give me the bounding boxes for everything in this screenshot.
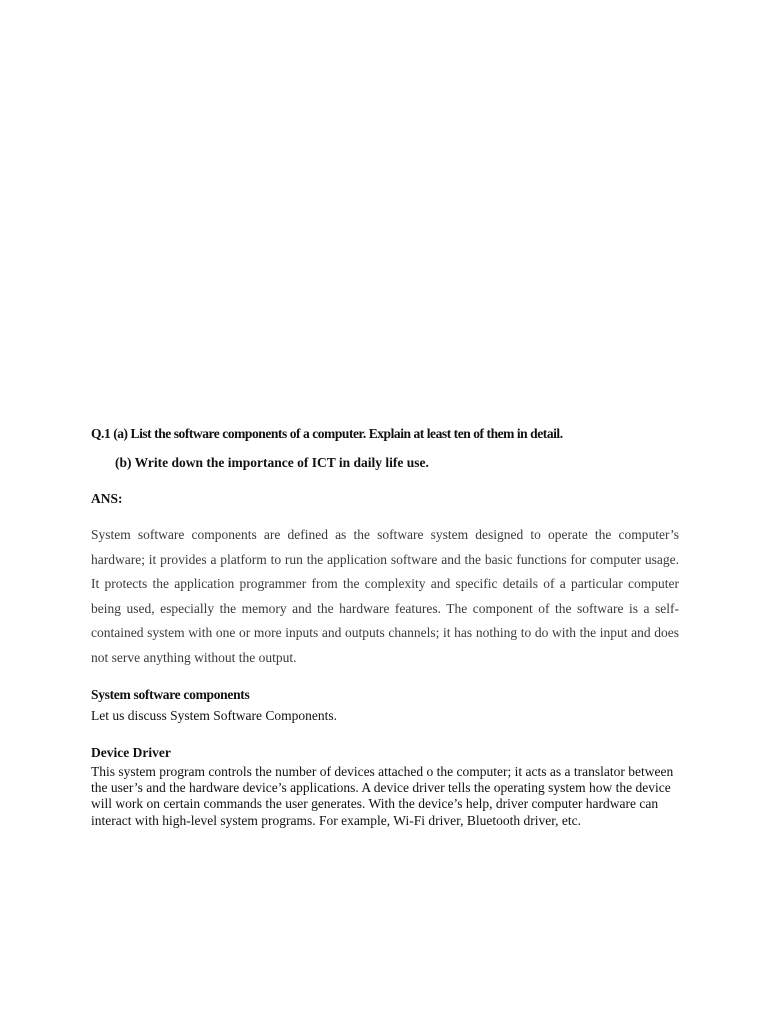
question-b: (b) Write down the importance of ICT in daily life use.: [115, 455, 429, 470]
device-driver-heading: Device Driver: [91, 744, 171, 760]
device-driver-text: This system program controls the number of devices attached o the computer; it acts as a translator between the user’s and the hardware device’s applications. A device driver tells the operating system how the device will work on certain commands the user generates. With the device’s help, driver computer hardware can interact with high-level system programs. For example, Wi-Fi driver, Bluetooth driver, etc.: [91, 763, 674, 828]
answer-label: ANS:: [91, 491, 123, 506]
intro-paragraph: System software components are defined as the software system designed to operate the computer’s hardware; it provides a platform to run the application software and the basic functions for computer usage. It protects the application programmer from the complexity and specific details of a particular computer being used, especially the memory and the hardware features. The component of the software is a self-contained system with one or more inputs and outputs channels; it has nothing to do with the input and does not serve anything without the output.: [91, 527, 679, 665]
document-content: [91, 424, 679, 829]
question-a: Q.1 (a) List the software components of a computer. Explain at least ten of them in detail.: [91, 426, 563, 441]
system-components-heading: System software components: [91, 686, 250, 702]
system-components-text: Let us discuss System Software Components.: [91, 707, 337, 723]
